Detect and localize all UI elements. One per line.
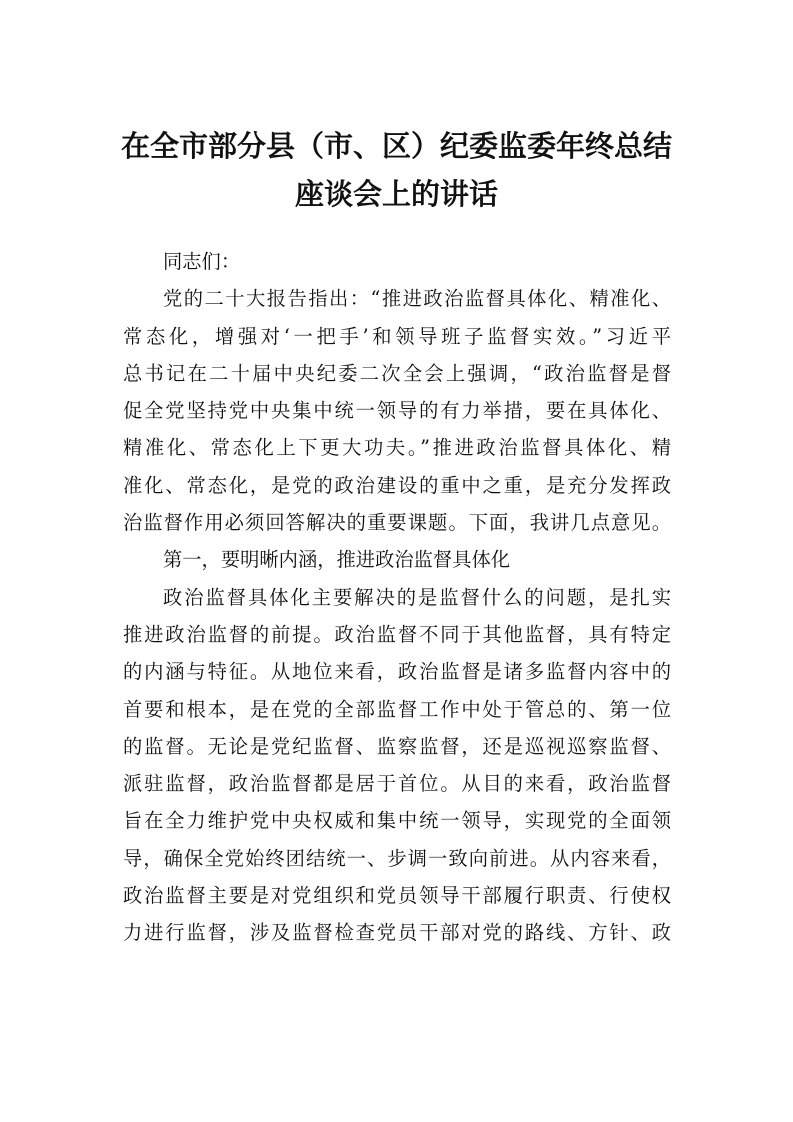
document-title-line-1: 在全市部分县（市、区）纪委监委年终总结 xyxy=(120,129,672,163)
salutation: 同志们： xyxy=(163,250,241,273)
text-line: 党的二十大报告指出：“推进政治监督具体化、精准化、 xyxy=(163,287,671,311)
text-line: 的内涵与特征。从地位来看，政治监督是诸多监督内容中的 xyxy=(123,660,671,684)
text-line: 旨在全力维护党中央权威和集中统一领导，实现党的全面领 xyxy=(123,809,671,833)
text-line: 精准化、常态化上下更大功夫。”推进政治监督具体化、精 xyxy=(123,436,671,460)
text-line: 的监督。无论是党纪监督、监察监督，还是巡视巡察监督、 xyxy=(123,734,671,758)
section-heading-1 xyxy=(123,541,671,578)
text-line: 推进政治监督的前提。政治监督不同于其他监督，具有特定 xyxy=(123,622,671,646)
text-line: 导，确保全党始终团结统一、步调一致向前进。从内容来看， xyxy=(123,846,671,870)
text-line: 政治监督具体化主要解决的是监督什么的问题，是扎实 xyxy=(163,585,671,609)
text-line: 促全党坚持党中央集中统一领导的有力举措，要在具体化、 xyxy=(123,399,671,423)
paragraph-intro xyxy=(123,280,671,541)
text-line: 派驻监督，政治监督都是居于首位。从目的来看，政治监督 xyxy=(123,772,671,796)
paragraph-section-1 xyxy=(123,579,671,952)
text-line: 治监督作用必须回答解决的重要课题。下面，我讲几点意见。 xyxy=(123,511,671,535)
text-line: 准化、常态化，是党的政治建设的重中之重，是充分发挥政 xyxy=(123,473,671,497)
document-title-line-2: 座谈会上的讲话 xyxy=(294,177,498,211)
text-line: 总书记在二十届中央纪委二次全会上强调，“政治监督是督 xyxy=(123,361,671,385)
text-line: 常态化，增强对‘一把手’和领导班子监督实效。”习近平 xyxy=(123,324,671,348)
document-body xyxy=(123,243,671,952)
text-line: 力进行监督，涉及监督检查党员干部对党的路线、方针、政 xyxy=(123,921,671,945)
text-line: 政治监督主要是对党组织和党员领导干部履行职责、行使权 xyxy=(123,884,671,908)
text-line: 首要和根本，是在党的全部监督工作中处于管总的、第一位 xyxy=(123,697,671,721)
section-heading-text: 第一，要明晰内涵，推进政治监督具体化 xyxy=(163,548,511,572)
